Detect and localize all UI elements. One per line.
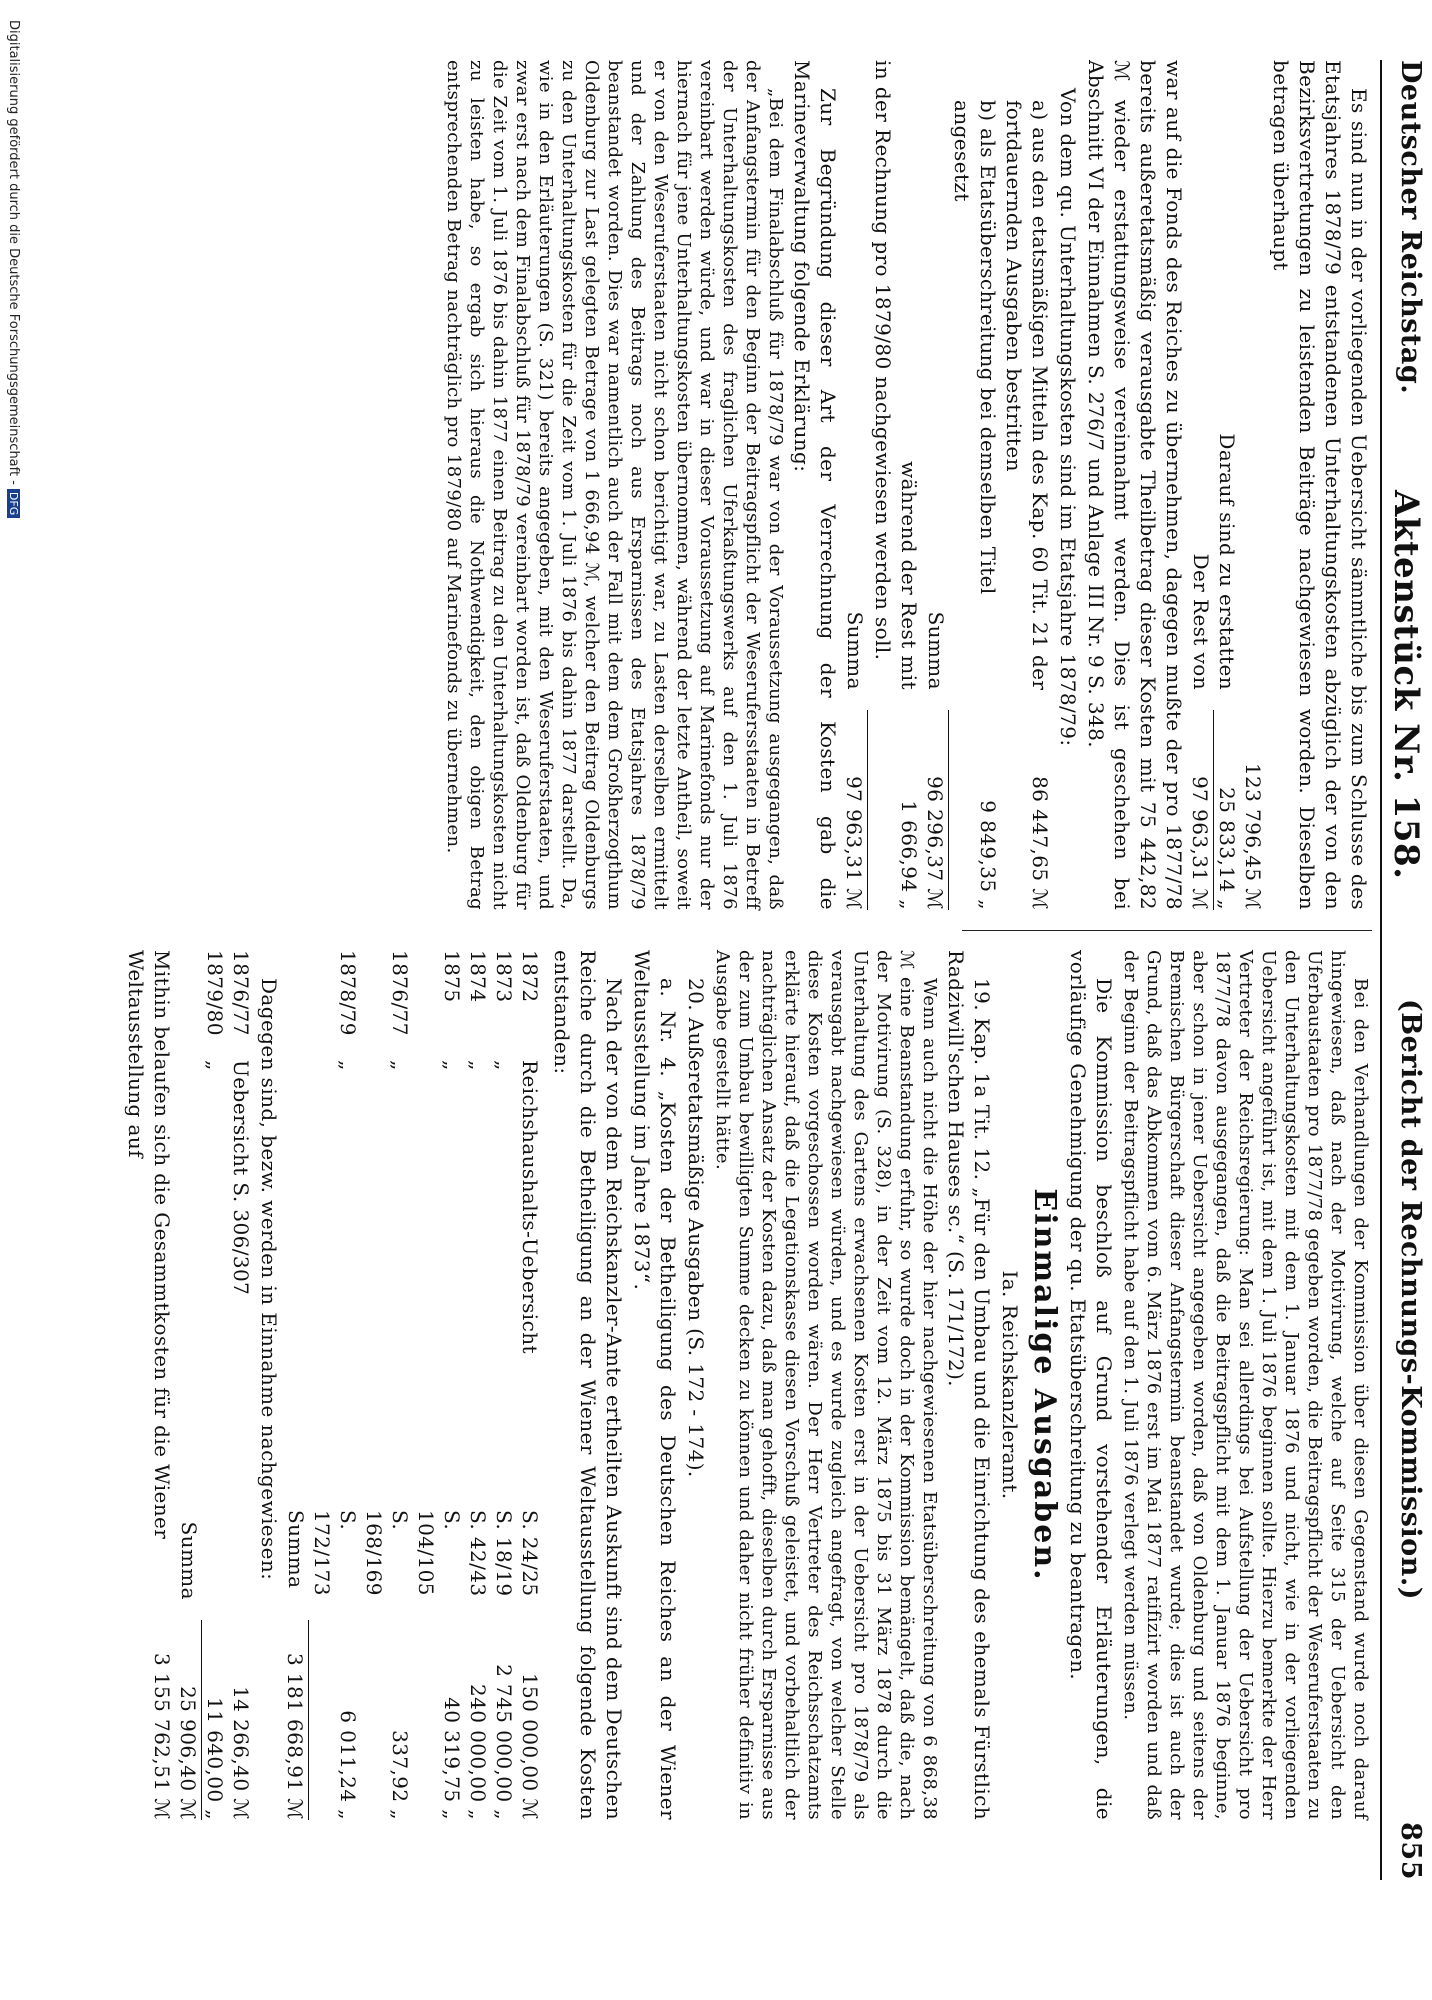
- amount: 9 849,35 „: [976, 800, 1000, 910]
- amount: 97 963,31 ℳ: [1187, 710, 1214, 910]
- table-cell: 2 745 000,00 „: [492, 1664, 516, 1820]
- table-cell: 1879/80: [203, 950, 227, 1036]
- paragraph: a. Nr. 4. „Kosten der Betheiligung des Deutschen Reiches an der Wiener Weltausstellung im Jahre 1873“.: [630, 950, 680, 1820]
- table-cell: „: [336, 1060, 360, 1071]
- table-cell: 40 319,75 „: [440, 1697, 464, 1820]
- paragraph: Es sind nun in der vorliegenden Uebersicht sämmtliche bis zum Schlusse des Etatsjahres 1878/79 entstandenen Unterhaltungskosten abzüglich der von den Bezirksvertretungen zu leistenden Beiträge nachgewiesen worden. Dieselben betragen überhaupt: [1269, 60, 1371, 910]
- header-document-number: Aktenstück Nr. 158.: [1386, 490, 1426, 880]
- paragraph: Darauf sind zu erstatten: [1215, 433, 1239, 690]
- total-label: Summa: [177, 1521, 201, 1600]
- amount: 1 666,94 „: [897, 800, 921, 910]
- label: Summa: [924, 611, 948, 690]
- header-rule: [1380, 60, 1382, 1880]
- paragraph: Dagegen sind, bezw. werden in Einnahme nachgewiesen:: [257, 978, 281, 1581]
- column-divider: [962, 930, 1372, 931]
- table-row: [465, 950, 491, 1820]
- paragraph: 20. Außeretatsmäßige Ausgaben (S. 172 - 174).: [684, 978, 708, 1478]
- digitization-text: Digitalisierung gefördert durch die Deutsche Forschungsgemeinschaft -: [6, 20, 21, 485]
- table-cell: 1876/77: [229, 950, 253, 1036]
- label: Der Rest von: [1189, 553, 1213, 690]
- dfg-logo: DFG: [7, 489, 20, 518]
- total-label: Summa: [284, 1510, 308, 1589]
- table-cell: 1878/79: [336, 950, 360, 1036]
- paragraph: „Bei dem Finalabschluß für 1878/79 war von der Voraussetzung ausgegangen, daß der Anfangstermin für den Beginn der Beitragspflicht der Weserufersstaaten in Betreff der Unterhaltungskosten des fraglichen Uferkaßtungswerks auf den 1. Juli 1876 vereinbart werden würde, und war in dieser Voraussetzung auf Marinefonds nur der hiernach für jene Unterhaltungskosten übernommen, während der letzte Antheil, soweit er von den Weseruferstaaten nicht schon berichtigt war, zu Lasten derselben ermittelt und der Zahlung des Beitrags noch aus Ersparnissen des Etatsjahres 1878/79 beanstandet worden. Dies war namentlich auch der Fall mit dem dem Großherzogthum Oldenburg zur Last gelegten Betrage von 1 666,94 ℳ, welcher den Beitrag Oldenburgs zu den Unterhaltungskosten für die Zeit vom 1. Juli 1876 bis dahin 1877 darstellt. Da, wie in den Erläuterungen (S. 321) bereits angegeben, mit den Weseruferstaaten, und zwar erst nach dem Finalabschluß für 1878/79 vereinbart worden ist, daß Oldenburg für die Zeit vom 1. Juli 1876 bis dahin 1877 einen Beitrag zu den Unterhaltungskosten nicht zu leisten habe, so ergab sich hieraus die Nothwendigkeit, den obigen Betrag entsprechenden Betrag nachträglich pro 1879/80 auf Marinefonds zu übernehmen.: [443, 60, 786, 910]
- table-row: [309, 950, 361, 1820]
- label: Summa: [843, 611, 867, 690]
- table-cell: 1873: [492, 950, 516, 1003]
- digitization-note: [6, 20, 21, 518]
- table-cell: 240 000,00 „: [466, 1683, 490, 1820]
- table-cell: S. 104/105: [414, 1510, 464, 1596]
- paragraph: war auf die Fonds des Reiches zu übernehmen, dagegen mußte der pro 1877/78 bereits außeretatsmäßig verausgabte Theilbetrag dieser Kosten mit 75 442,82 ℳ wieder erstattungsweise vereinnahmt werden. Dies ist geschehen bei Abschnitt VI der Einnahmen S. 276/7 und Anlage III Nr. 9 S. 348.: [1084, 60, 1186, 910]
- amount: 123 796,45 ℳ: [1241, 762, 1265, 910]
- amount: 97 963,31 ℳ: [841, 710, 868, 910]
- table-row: [228, 950, 254, 1820]
- table-row: [517, 950, 543, 1820]
- paragraph: b) als Etatsüberschreitung bei demselben Titel angesetzt: [950, 100, 1000, 595]
- table-cell: 1874: [466, 950, 490, 1003]
- table-cell: 1872: [518, 950, 542, 1003]
- table-row: [413, 950, 465, 1820]
- table-cell: S. 24/25: [518, 1510, 542, 1597]
- table-cell: „: [203, 1060, 227, 1071]
- table-cell: 150 000,00 ℳ: [518, 1672, 542, 1820]
- table-cell: 1876/77: [388, 950, 412, 1036]
- paragraph: während der Rest mit: [897, 461, 921, 690]
- left-column: [440, 60, 1372, 910]
- table-total-row: [282, 950, 309, 1820]
- table-total-row: [175, 950, 202, 1820]
- section-title: Einmalige Ausgaben.: [1027, 1188, 1062, 1582]
- final-value: 3 155 762,51 ℳ: [150, 1653, 174, 1820]
- paragraph: Nach der von dem Reichskanzler-Amte ertheilten Auskunft sind dem Deutschen Reiche durch die Betheiligung an der Wiener Weltausstellung folgende Kosten entstanden:: [550, 950, 626, 1820]
- paragraph: Von dem qu. Unterhaltungskosten sind im Etatsjahre 1878/79:: [1056, 88, 1080, 747]
- table-cell: S. 172/173: [310, 1510, 360, 1596]
- right-column: [123, 950, 1372, 1820]
- total-value: 3 181 668,91 ℳ: [282, 1620, 309, 1820]
- amount: 86 447,65 ℳ: [1028, 776, 1052, 910]
- table-cell: „: [466, 1060, 490, 1071]
- final-label: Mithin belaufen sich die Gesammtkosten für die Wiener Weltausstellung auf: [124, 950, 174, 1540]
- paragraph: 19. Kap. 1a Tit. 12. „Für den Umbau und die Einrichtung des ehemals Fürstlich Radziwill'schen Hauses sc.“ (S. 171/172).: [944, 950, 994, 1820]
- table-row: [491, 950, 517, 1820]
- table-cell: 14 266,40 ℳ: [229, 1686, 253, 1820]
- total-value: 25 906,40 ℳ: [175, 1620, 202, 1820]
- table-cell: „: [388, 1060, 412, 1071]
- header-title: Deutscher Reichstag.: [1395, 60, 1426, 395]
- header-subtitle: (Bericht der Rechnungs-Kommission.): [1395, 999, 1426, 1600]
- page-number: 855: [1395, 1822, 1426, 1880]
- amount: 96 296,37 ℳ: [922, 710, 949, 910]
- paragraph: Bei den Verhandlungen der Kommission über diesen Gegenstand wurde noch darauf hingewiesen, daß nach der Motivirung, welche auf Seite 315 der Uebersicht den Uferbaustaaten pro 1877/78 gegeben worden, die Beitragspflicht der Weseruferstaaten zu den Unterhaltungskosten mit dem 1. Januar 1876 und nicht, wie in der vorliegenden Uebersicht angeführt ist, mit dem 1. Juli 1876 beginnen sollte. Hierzu bemerkte der Herr Vertreter der Reichsregierung: Man sei allerdings bei Aufstellung der Uebersicht pro 1877/78 davon ausgegangen, daß die Beitragspflicht mit dem 1. Januar 1876 beginne, aber schon in jener Uebersicht angegeben worden, daß von Oldenburg und seitens der Bremischen Bürgerschaft dieser Anfangstermin beanstandet wurde; dies ist auch der Grund, daß das Abkommen vom 6. März 1876 erst im Mai 1877 ratifizirt worden und daß der Beginn der Beitragspflicht habe auf den 1. Juli 1876 verlegt werden müssen.: [1120, 950, 1371, 1820]
- paragraph: in der Rechnung pro 1879/80 nachgewiesen werden soll.: [871, 60, 895, 661]
- table-row: [202, 950, 228, 1820]
- page-header: [1384, 60, 1426, 1880]
- paragraph: a) aus den etatsmäßigen Mitteln des Kap. 60 Tit. 21 der fortdauernden Ausgaben bestritten: [1002, 100, 1052, 691]
- table-cell: S. 18/19: [492, 1510, 516, 1597]
- table-cell: Reichshaushalts-Uebersicht: [518, 1060, 542, 1354]
- table-cell: „: [492, 1060, 516, 1071]
- paragraph: Zur Begründung dieser Art der Verrechnung der Kosten gab die Marineverwaltung folgende Erklärung:: [790, 60, 840, 910]
- paragraph: Die Kommission beschloß auf Grund vorstehender Erläuterungen, die vorläufige Genehmigung der qu. Etatsüberschreitung zu beantragen.: [1066, 950, 1116, 1820]
- amount: 25 833,14 „: [1215, 787, 1239, 910]
- table-cell: S. 42/43: [466, 1510, 490, 1597]
- table-cell: S. 168/169: [362, 1510, 412, 1596]
- table-cell: Uebersicht S. 306/307: [229, 1060, 253, 1296]
- table-cell: 6 011,24 „: [336, 1710, 360, 1820]
- cost-table: [123, 950, 543, 1820]
- table-cell: 337,92 „: [388, 1730, 412, 1820]
- table-cell: „: [440, 1060, 464, 1071]
- paragraph: Wenn auch nicht die Höhe der hier nachgewiesenen Etatsüberschreitung von 6 868,38 ℳ eine Beanstandung erfuhr, so wurde doch in der Kommission bemängelt, daß die, nach der Motivirung (S. 328), in der Zeit vom 12. März 1875 bis 31 März 1878 durch die Unterhaltung des Gartens erwachsenen Kosten erst in der Uebersicht pro 1878/79 als verausgabt nachgewiesen würden, und es wurde zugleich angefragt, von welcher Stelle diese Kosten vorgeschossen worden wären. Der Herr Vertreter des Reichsschatzamts erklärte hierauf, daß die Legationskasse diesen Vorschuß geleistet, und vorbehaltlich der nachträglichen Ansatz der Kosten dazu, daß man gehofft, dieselben durch Ersparnisse aus der zum Umbau bewilligten Summe decken zu können und daher nicht früher definitiv in Ausgabe gestellt hätte.: [712, 950, 940, 1820]
- sub-title: Ia. Reichskanzleramt.: [998, 1270, 1022, 1500]
- table-cell: 1875: [440, 950, 464, 1003]
- table-cell: 11 640,00 „: [203, 1697, 227, 1820]
- table-row: [361, 950, 413, 1820]
- final-row: [123, 950, 175, 1820]
